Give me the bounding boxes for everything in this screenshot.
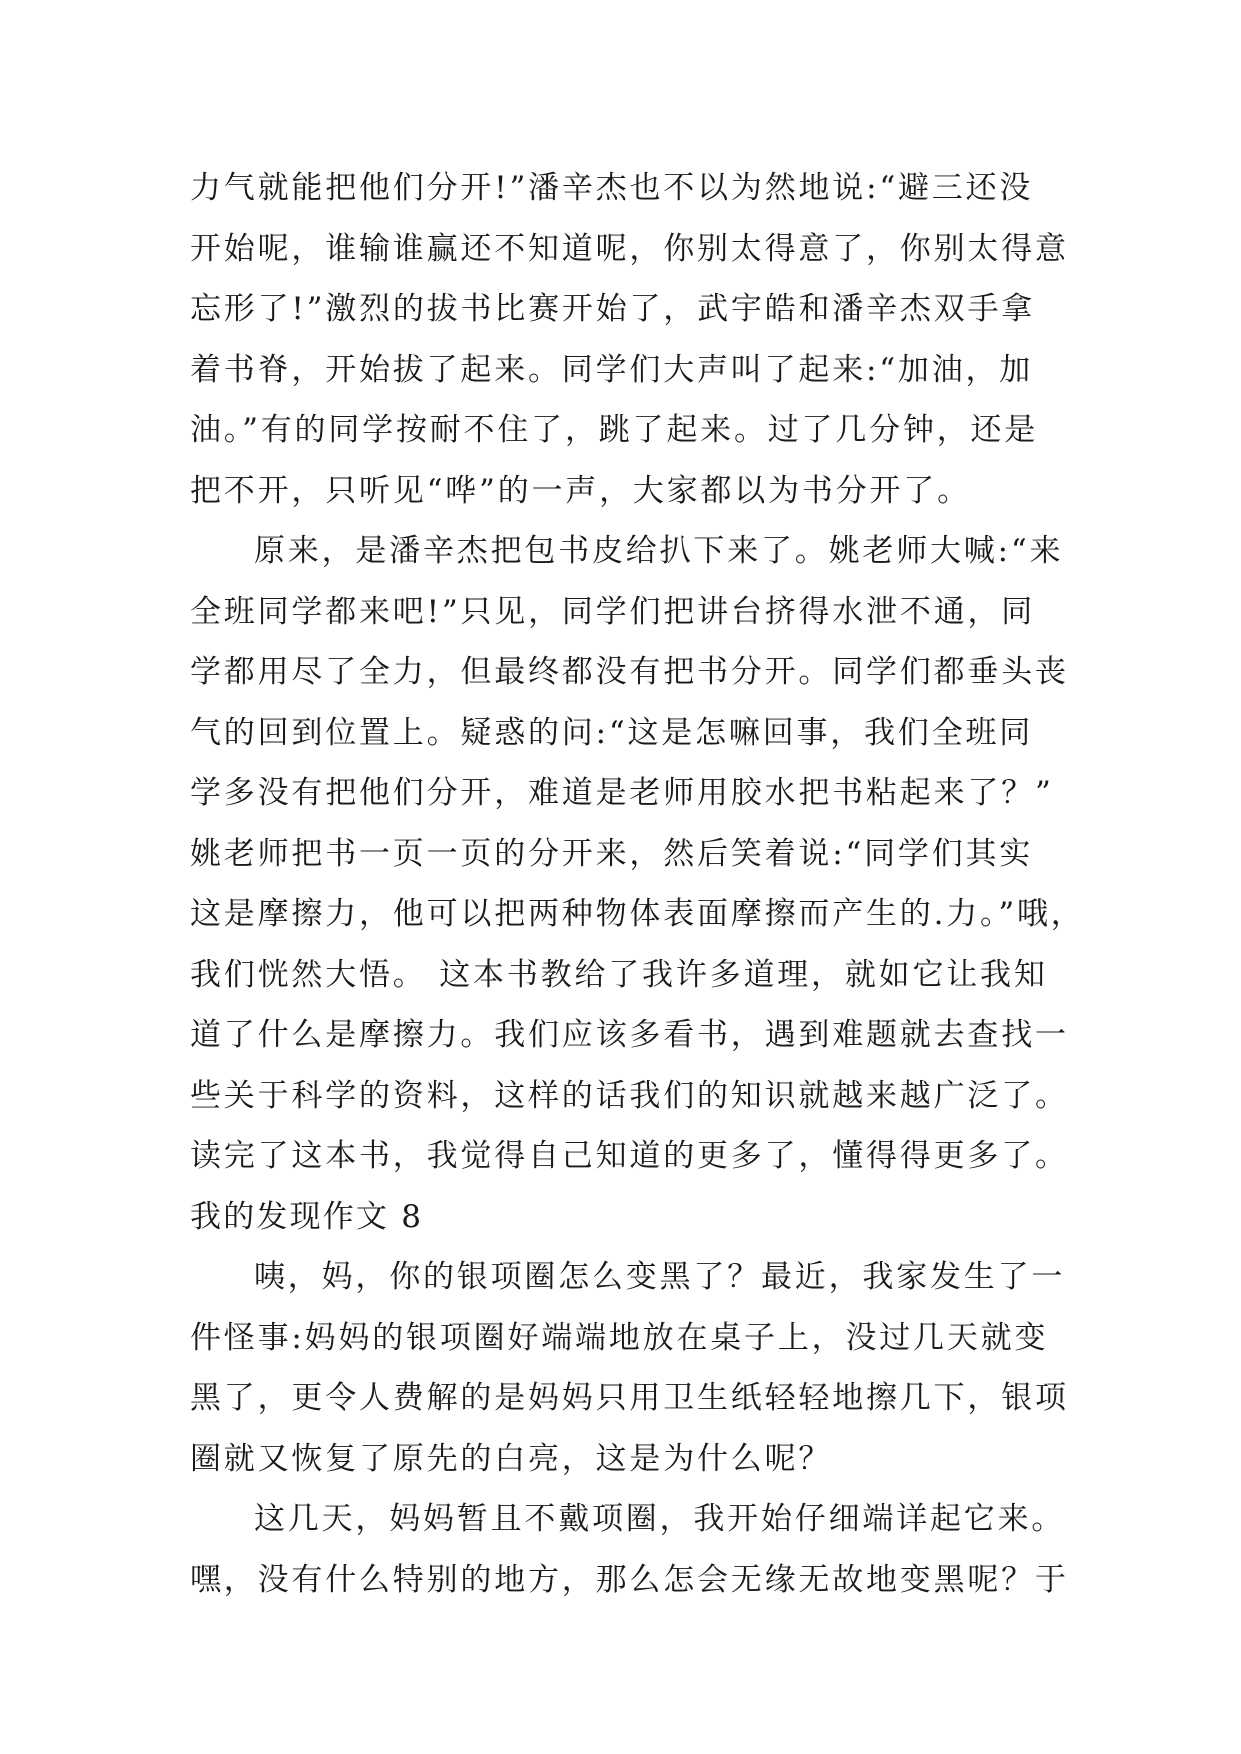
text-line: 原来，是潘辛杰把包书皮给扒下来了。姚老师大喊:“来 bbox=[254, 533, 1064, 569]
text-line: 全班同学都来吧!”只见，同学们把讲台挤得水泄不通，同 bbox=[190, 593, 1036, 630]
text-line: 黑了，更令人费解的是妈妈只用卫生纸轻轻地擦几下，银项 bbox=[190, 1380, 1069, 1416]
text-line: 学多没有把他们分开，难道是老师用胶水把书粘起来了？” bbox=[190, 775, 1054, 811]
text-line: 力气就能把他们分开!”潘辛杰也不以为然地说:“避三还没 bbox=[190, 170, 1034, 206]
text-line: 开始呢，谁输谁赢还不知道呢，你别太得意了，你别太得意 bbox=[190, 230, 1069, 267]
text-line: 道了什么是摩擦力。我们应该多看书，遇到难题就去查找一 bbox=[190, 1017, 1069, 1053]
text-line: 这几天，妈妈暂且不戴项圈，我开始仔细端详起它来。 bbox=[254, 1501, 1066, 1537]
text-line: 件怪事:妈妈的银项圈好端端地放在桌子上，没过几天就变 bbox=[190, 1319, 1049, 1356]
text-line: 气的回到位置上。疑惑的问:“这是怎嘛回事，我们全班同 bbox=[190, 714, 1034, 751]
section-heading: 我的发现作文 8 bbox=[190, 1198, 424, 1235]
text-line: 着书脊，开始拔了起来。同学们大声叫了起来:“加油，加 bbox=[190, 351, 1034, 388]
text-line: 把不开，只听见“哗”的一声，大家都以为书分开了。 bbox=[190, 472, 971, 509]
text-line: 嘿，没有什么特别的地方，那么怎会无缘无故地变黑呢？于 bbox=[190, 1561, 1069, 1598]
text-line: 姚老师把书一页一页的分开来，然后笑着说:“同学们其实 bbox=[190, 835, 1034, 872]
text-line: 忘形了!”激烈的拔书比赛开始了，武宇皓和潘辛杰双手拿 bbox=[190, 291, 1036, 327]
text-line: 油。”有的同学按耐不住了，跳了起来。过了几分钟，还是 bbox=[190, 412, 1039, 448]
text-line: 圈就又恢复了原先的白亮，这是为什么呢？ bbox=[190, 1440, 833, 1477]
text-line: 这是摩擦力，他可以把两种物体表面摩擦而产生的.力。”哦， bbox=[190, 896, 1085, 932]
text-line: 学都用尽了全力，但最终都没有把书分开。同学们都垂头丧 bbox=[190, 654, 1069, 690]
text-line: 咦，妈，你的银项圈怎么变黑了？最近，我家发生了一 bbox=[254, 1259, 1066, 1295]
text-line: 读完了这本书，我觉得自己知道的更多了，懂得得更多了。 bbox=[190, 1138, 1069, 1174]
document-body bbox=[190, 158, 1085, 1610]
text-line: 些关于科学的资料，这样的话我们的知识就越来越广泛了。 bbox=[190, 1077, 1069, 1114]
text-line: 我们恍然大悟。 这本书教给了我许多道理，就如它让我知 bbox=[190, 956, 1048, 993]
